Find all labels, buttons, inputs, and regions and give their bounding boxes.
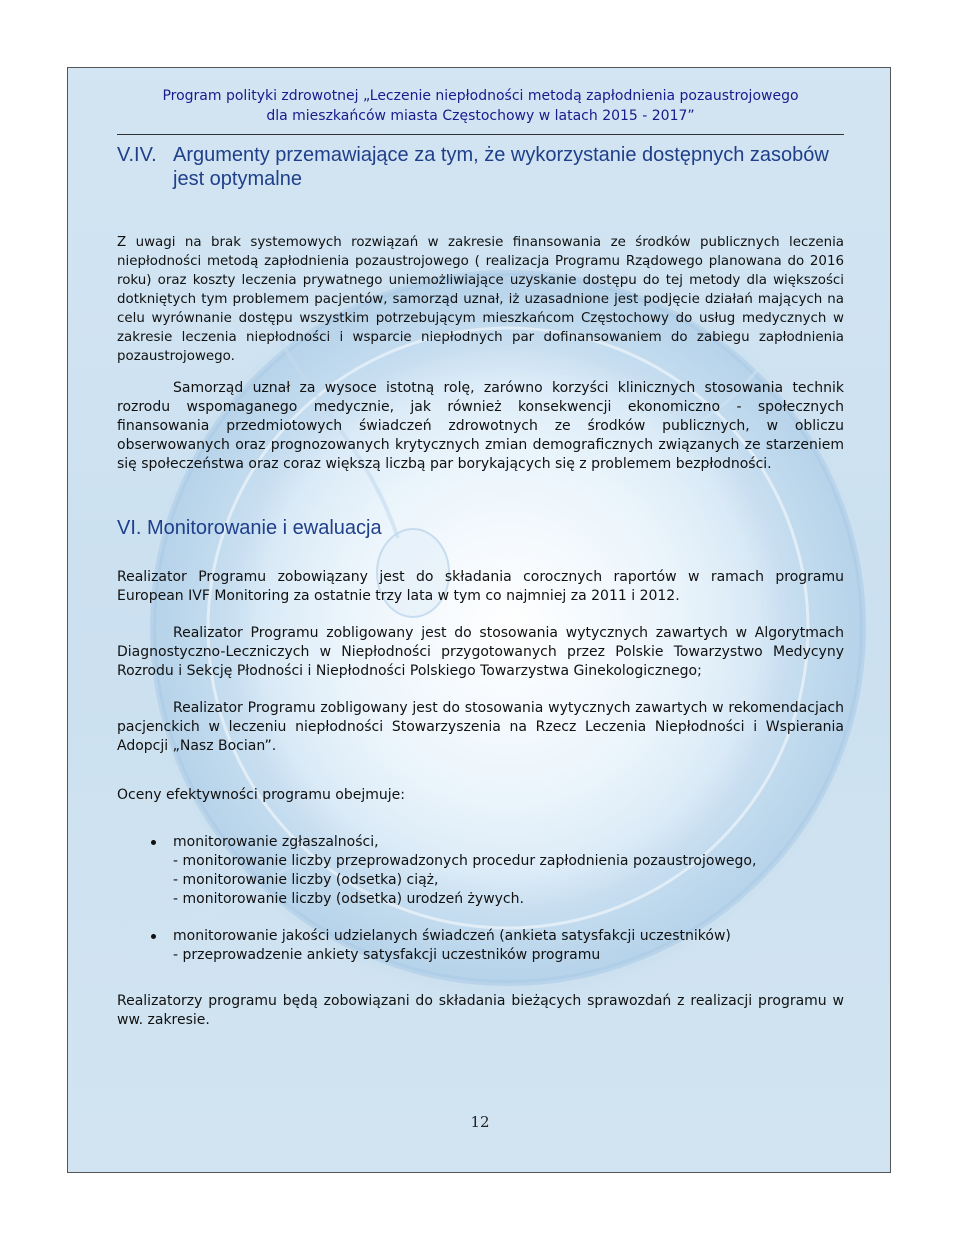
list-subitem: - monitorowanie liczby (odsetka) ciąż, <box>173 872 439 888</box>
closing-paragraph: Realizatorzy programu będą zobowiązani do składania bieżących sprawozdań z realizacji programu w ww. zakresie. <box>117 993 844 1028</box>
list-item <box>117 833 844 909</box>
list-subitem: - monitorowanie liczby (odsetka) urodzeń żywych. <box>173 891 524 907</box>
header-line-1: Program polityki zdrowotnej „Leczenie niepłodności metodą zapłodnienia pozaustrojowego <box>162 88 799 104</box>
page-number: 12 <box>470 1113 490 1131</box>
list-item-main: monitorowanie jakości udzielanych świadczeń (ankieta satysfakcji uczestników) <box>173 928 731 944</box>
list-item-main: monitorowanie zgłaszalności, <box>173 834 379 850</box>
list-subitem: - monitorowanie liczby przeprowadzonych procedur zapłodnienia pozaustrojowego, <box>173 853 757 869</box>
section-vi-paragraph-1: Realizator Programu zobowiązany jest do składania corocznych raportów w ramach programu European IVF Monitoring za ostatnie trzy lata w tym co najmniej za 2011 i 2012. <box>117 569 844 604</box>
header-divider <box>117 134 844 135</box>
document-page <box>67 67 891 1173</box>
section-vi-paragraph-3: Realizator Programu zobligowany jest do stosowania wytycznych zawartych w rekomendacjach pacjenckich w leczeniu niepłodności Stowarzyszenia na Rzecz Leczenia Niepłodności i Wspierania Adopcji „Nasz Bocian”. <box>117 700 844 754</box>
evaluation-list <box>117 833 844 965</box>
section-iv-paragraph-1: Z uwagi na brak systemowych rozwiązań w zakresie finansowania ze środków publicznych leczenia niepłodności metodą zapłodnienia pozaustrojowego ( realizacja Programu Rządowego planowana do 2016 roku) oraz koszty leczenia prywatnego uniemożliwiające uzyskanie dostępu do tej metody dla większości dotkniętych tym problemem pacjentów, samorząd uznał, iż uzasadnione jest podjęcie działań mających na celu wyrównanie dostępu wszystkim potrzebującym mieszkańcom Częstochowy do usług medycznych w zakresie leczenia niepłodności i wsparcie niepłodnych par dofinansowaniem do zabiegu zapłodnienia pozaustrojowego. <box>117 235 844 364</box>
section-iv-number: V.IV. <box>117 144 157 166</box>
evaluation-intro: Oceny efektywności programu obejmuje: <box>117 787 405 803</box>
list-subitem: - przeprowadzenie ankiety satysfakcji uczestników programu <box>173 947 601 963</box>
section-iv-heading <box>117 143 844 191</box>
bullet-icon <box>117 927 173 965</box>
running-header <box>117 68 844 126</box>
list-item <box>117 927 844 965</box>
section-iv-paragraph-2: Samorząd uznał za wysoce istotną rolę, zarówno korzyści klinicznych stosowania technik rozrodu wspomaganego medycznie, jak również konsekwencji ekonomiczno - społecznych finansowania przedmiotowych świadczeń zdrowotnych ze środków publicznych, w obliczu obserwowanych oraz prognozowanych krytycznych zmian demograficznych związanych ze starzeniem się społeczeństwa oraz coraz większą liczbą par borykających się z problemem bezpłodności. <box>117 380 844 472</box>
section-iv-title: Argumenty przemawiające za tym, że wykorzystanie dostępnych zasobów jest optymalne <box>173 144 829 190</box>
section-vi-heading: VI. Monitorowanie i ewaluacja <box>117 517 382 539</box>
section-vi-paragraph-2: Realizator Programu zobligowany jest do stosowania wytycznych zawartych w Algorytmach Diagnostyczno-Leczniczych w Niepłodności przygotowanych przez Polskie Towarzystwo Medycyny Rozrodu i Sekcję Płodności i Niepłodności Polskiego Towarzystwa Ginekologicznego; <box>117 625 844 679</box>
bullet-icon <box>117 833 173 909</box>
page-content <box>117 68 844 1030</box>
header-line-2: dla mieszkańców miasta Częstochowy w latach 2015 - 2017” <box>266 108 695 124</box>
